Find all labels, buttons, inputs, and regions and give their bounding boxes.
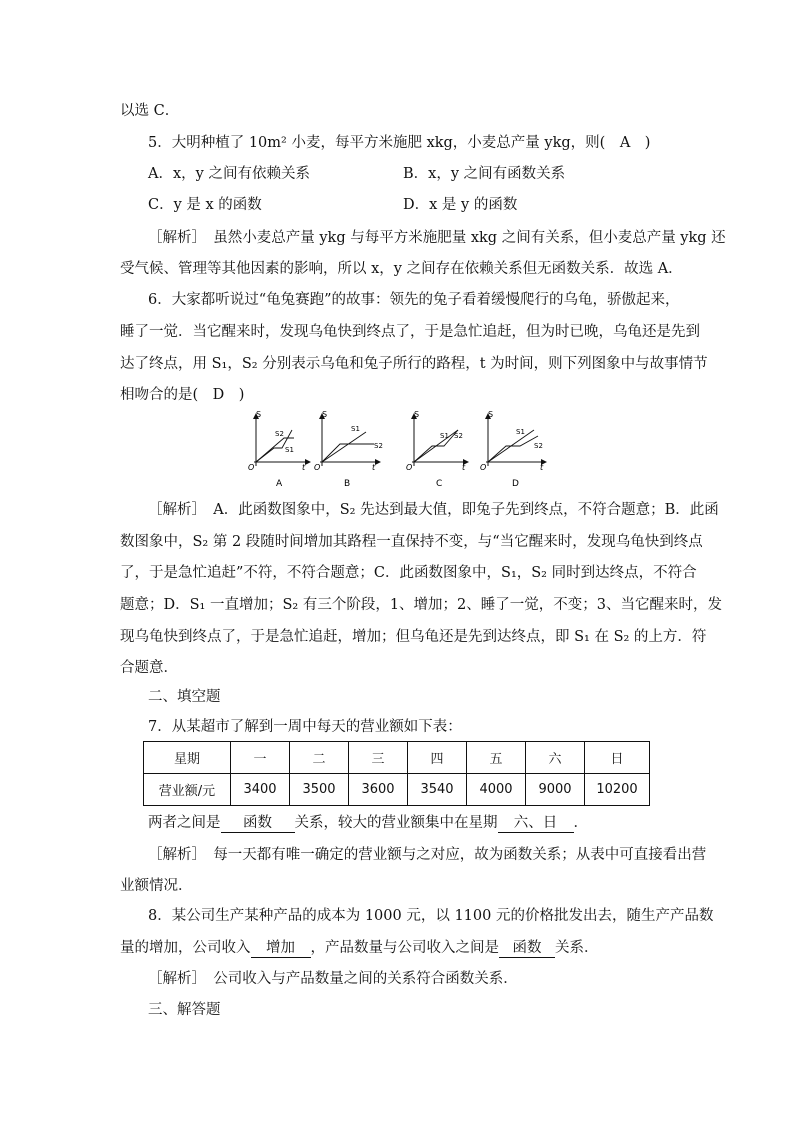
s2-label: S2 bbox=[454, 432, 463, 440]
s1-label: S1 bbox=[351, 425, 360, 433]
question-6-line2: 睡了一觉．当它醒来时，发现乌龟快到终点了，于是急忙追赶，但为时已晚，乌龟还是先到 bbox=[120, 324, 700, 340]
sales-table bbox=[143, 741, 650, 806]
option-5a: A．x，y 之间有依赖关系 bbox=[148, 166, 310, 182]
s2-label: S2 bbox=[374, 442, 383, 450]
s2-label: S2 bbox=[275, 430, 284, 438]
analysis-6-line5: 现乌龟快到终点了，于是急忙追赶，增加；但乌龟还是先到达终点，即 S₁ 在 S₂ 的上方．符 bbox=[120, 629, 707, 645]
table-cell: 3540 bbox=[408, 774, 467, 806]
answer-7-blank2: 六、日 bbox=[498, 814, 574, 833]
table-row bbox=[144, 742, 650, 774]
table-row bbox=[144, 774, 650, 806]
table-cell: 9000 bbox=[526, 774, 585, 806]
question-8-end: 关系． bbox=[555, 940, 599, 956]
answer-7-blank1: 函数 bbox=[221, 814, 295, 833]
question-6-line1: 6．大家都听说过“龟兔赛跑”的故事：领先的兔子看着缓慢爬行的乌龟，骄傲起来， bbox=[148, 292, 680, 308]
table-cell: 3600 bbox=[349, 774, 408, 806]
axis-t-label: t bbox=[462, 463, 466, 472]
table-cell: 六 bbox=[526, 742, 585, 774]
s1-label: S1 bbox=[285, 446, 294, 454]
origin-label: O bbox=[480, 463, 487, 472]
question-7: 7．从某超市了解到一周中每天的营业额如下表： bbox=[148, 719, 462, 735]
analysis-6-line3: 了，于是急忙追赶”不符，不符合题意；C．此函数图象中，S₁，S₂ 同时到达终点，不符合 bbox=[120, 565, 697, 581]
question-8-middle: ，产品数量与公司收入之间是 bbox=[310, 940, 499, 956]
answer-8-blank1: 增加 bbox=[251, 939, 311, 958]
table-cell: 10200 bbox=[585, 774, 650, 806]
analysis-6-line1: ［解析］ A．此函数图象中，S₂ 先达到最大值，即兔子先到终点，不符合题意；B．此函 bbox=[148, 502, 719, 518]
answer-7-prefix: 两者之间是 bbox=[148, 815, 221, 831]
table-header-day: 星期 bbox=[144, 742, 231, 774]
answer-7-end: ． bbox=[573, 815, 588, 831]
answer-7 bbox=[148, 813, 588, 833]
question-6-line3: 达了终点，用 S₁，S₂ 分别表示乌龟和兔子所行的路程，t 为时间，则下列图象中与故事情节 bbox=[120, 356, 708, 372]
graph-d-label: D bbox=[512, 479, 519, 489]
axis-s-label: S bbox=[322, 410, 328, 419]
graph-b-label: B bbox=[344, 479, 351, 489]
s1-label: S1 bbox=[440, 432, 449, 440]
option-5c: C．y 是 x 的函数 bbox=[148, 197, 262, 213]
graph-d bbox=[480, 410, 546, 489]
analysis-7-line1: ［解析］ 每一天都有唯一确定的营业额与之对应，故为函数关系；从表中可直接看出营 bbox=[148, 847, 707, 863]
table-cell: 日 bbox=[585, 742, 650, 774]
graph-c-label: C bbox=[436, 479, 443, 489]
text-line: 以选 C． bbox=[120, 103, 180, 119]
table-cell: 二 bbox=[290, 742, 349, 774]
table-cell: 四 bbox=[408, 742, 467, 774]
axis-t-label: t bbox=[540, 463, 544, 472]
table-cell: 3400 bbox=[231, 774, 290, 806]
answer-8-blank2: 函数 bbox=[499, 939, 555, 958]
graph-c bbox=[406, 410, 468, 489]
s2-label: S2 bbox=[534, 442, 543, 450]
graph-options bbox=[244, 408, 556, 490]
table-cell: 五 bbox=[467, 742, 526, 774]
table-cell: 三 bbox=[349, 742, 408, 774]
origin-label: O bbox=[406, 463, 413, 472]
section-solve: 三、解答题 bbox=[148, 1002, 221, 1018]
analysis-5-line2: 受气候、管理等其他因素的影响，所以 x，y 之间存在依赖关系但无函数关系．故选 A． bbox=[120, 261, 683, 277]
s1-label: S1 bbox=[516, 428, 525, 436]
question-8-prefix: 量的增加，公司收入 bbox=[120, 940, 251, 956]
question-8-line2 bbox=[120, 938, 599, 958]
table-cell: 3500 bbox=[290, 774, 349, 806]
analysis-6-line2: 数图象中，S₂ 第 2 段随时间增加其路程一直保持不变，与“当它醒来时，发现乌龟快到终点 bbox=[120, 534, 703, 550]
analysis-6-line4: 题意；D．S₁ 一直增加；S₂ 有三个阶段，1、增加；2、睡了一觉，不变；3、当它醒来时，发 bbox=[120, 597, 723, 613]
origin-label: O bbox=[314, 463, 321, 472]
analysis-6-line6: 合题意． bbox=[120, 660, 178, 676]
table-cell: 一 bbox=[231, 742, 290, 774]
analysis-5-line1: ［解析］ 虽然小麦总产量 ykg 与每平方米施肥量 xkg 之间有关系，但小麦总产量 ykg 还 bbox=[148, 230, 726, 246]
question-8-line1: 8．某公司生产某种产品的成本为 1000 元，以 1100 元的价格批发出去，随生产产品数 bbox=[148, 908, 714, 924]
axis-s-label: S bbox=[488, 410, 494, 419]
table-header-sales: 营业额/元 bbox=[144, 774, 231, 806]
axis-t-label: t bbox=[302, 463, 306, 472]
option-5d: D．x 是 y 的函数 bbox=[403, 197, 518, 213]
section-fill-in: 二、填空题 bbox=[148, 689, 221, 705]
analysis-8: ［解析］ 公司收入与产品数量之间的关系符合函数关系． bbox=[148, 971, 518, 987]
graph-a-label: A bbox=[276, 479, 283, 489]
answer-7-middle: 关系，较大的营业额集中在星期 bbox=[294, 815, 498, 831]
question-5: 5．大明种植了 10m² 小麦，每平方米施肥 xkg，小麦总产量 ykg，则( A ) bbox=[148, 135, 651, 151]
axis-t-label: t bbox=[372, 463, 376, 472]
table-cell: 4000 bbox=[467, 774, 526, 806]
axis-s-label: S bbox=[256, 410, 262, 419]
graph-b bbox=[314, 410, 383, 489]
option-5b: B．x，y 之间有函数关系 bbox=[403, 166, 566, 182]
analysis-7-line2: 业额情况． bbox=[120, 878, 193, 894]
question-6-line4: 相吻合的是( D ) bbox=[120, 387, 245, 403]
axis-s-label: S bbox=[414, 410, 420, 419]
origin-label: O bbox=[248, 463, 255, 472]
graph-a bbox=[248, 410, 310, 489]
